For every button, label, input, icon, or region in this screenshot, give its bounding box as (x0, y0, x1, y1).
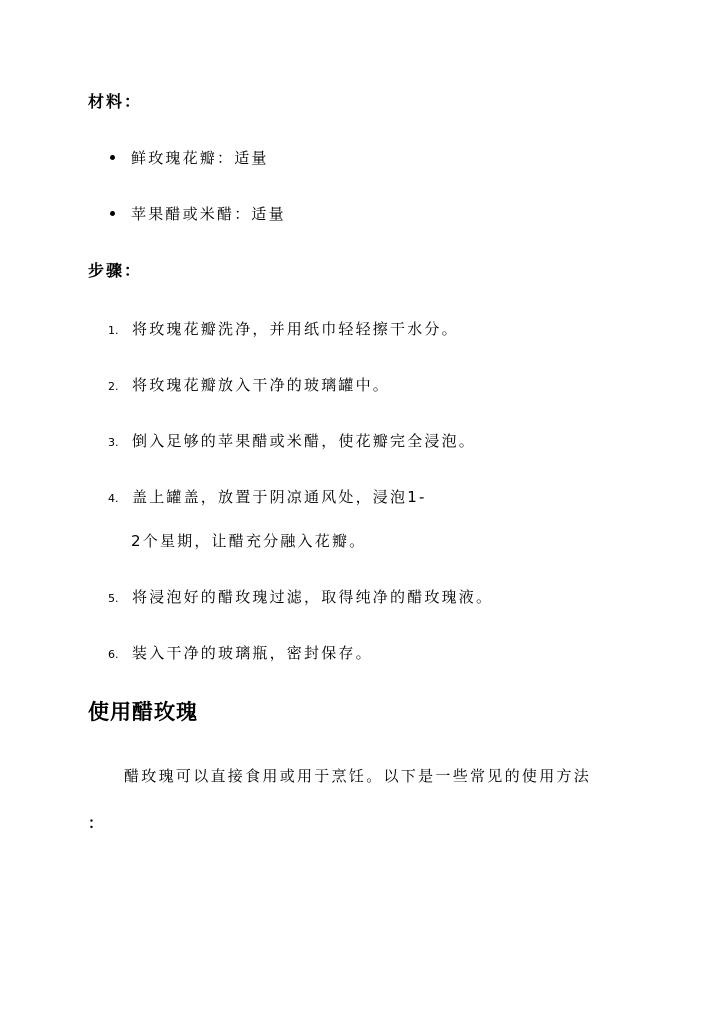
step-item (0, 374, 720, 396)
material-item-text: 苹果醋或米醋：适量 (131, 205, 286, 223)
step-text: 将玫瑰花瓣洗净，并用纸巾轻轻擦干水分。 (132, 320, 459, 338)
step-number: 2. (108, 380, 119, 393)
step-text: 倒入足够的苹果醋或米醋，使花瓣完全浸泡。 (132, 432, 477, 450)
step-number: 1. (108, 324, 119, 337)
step-number: 4. (108, 492, 119, 505)
step-text: 盖上罐盖，放置于阴凉通风处，浸泡1- (132, 488, 427, 506)
step-item (0, 642, 720, 664)
step-text: 装入干净的玻璃瓶，密封保存。 (132, 644, 373, 662)
section-heading: 使用醋玫瑰 (88, 700, 198, 724)
step-text: 将浸泡好的醋玫瑰过滤，取得纯净的醋玫瑰液。 (132, 588, 494, 606)
paragraph-text: 醋玫瑰可以直接食用或用于烹饪。以下是一些常见的使用方法 (124, 767, 592, 785)
step-item (0, 318, 720, 340)
step-number: 3. (108, 436, 119, 449)
list-item (0, 147, 720, 169)
step-text: 将玫瑰花瓣放入干净的玻璃罐中。 (132, 376, 391, 394)
step-item (0, 586, 720, 608)
step-text-continuation: 2个星期，让醋充分融入花瓣。 (131, 532, 367, 550)
step-item (0, 430, 720, 452)
list-item (0, 203, 720, 225)
steps-label: 步骤： (88, 261, 143, 280)
step-number: 6. (108, 648, 119, 661)
step-item (0, 486, 720, 508)
step-number: 5. (108, 592, 119, 605)
bullet-icon (110, 211, 115, 216)
paragraph-continuation: ： (88, 814, 104, 832)
material-item-text: 鲜玫瑰花瓣：适量 (131, 149, 269, 167)
materials-label: 材料： (88, 92, 143, 111)
bullet-icon (110, 155, 115, 160)
